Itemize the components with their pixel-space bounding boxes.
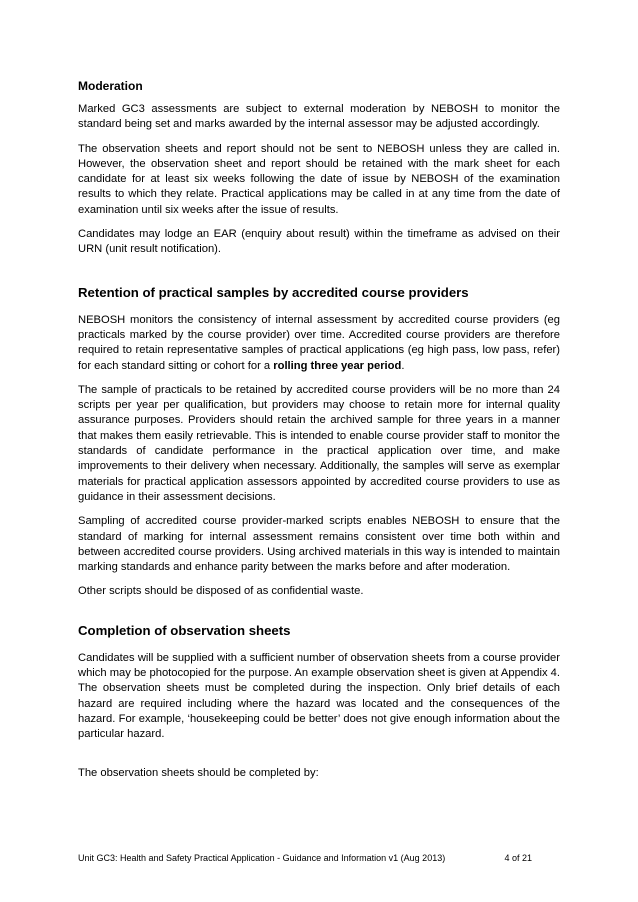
retention-paragraph-1 bbox=[78, 313, 560, 374]
page-content bbox=[78, 79, 560, 790]
footer-page-number: 4 of 21 bbox=[504, 853, 532, 863]
completion-paragraph-2: The observation sheets should be completed by: bbox=[78, 766, 319, 779]
retention-p1-text: NEBOSH monitors the consistency of internal assessment by accredited course providers (eg practicals marked by the course provider) over time. Accredited course providers are therefore required to retain representative samples of practical applications (eg high pass, low pass, refer) for each standard sitting or cohort for a bbox=[78, 313, 560, 372]
retention-p1-end: . bbox=[401, 359, 405, 372]
retention-paragraph-2: The sample of practicals to be retained by accredited course providers will be no more than 24 scripts per year per qualification, but providers may choose to retain more for internal quality assurance purposes. Providers should retain the archived sample for three years in a manner that makes them easily retrievable. This is intended to enable course provider staff to monitor the standards of candidate performance in the practical application over time, and make improvements to their delivery when necessary. Additionally, the samples will serve as exemplar materials for practical application assessors appointed by accredited course providers to use as guidance in their assessment decisions. bbox=[78, 383, 560, 503]
retention-heading: Retention of practical samples by accredited course providers bbox=[78, 284, 469, 300]
moderation-heading: Moderation bbox=[78, 79, 143, 93]
retention-paragraph-4: Other scripts should be disposed of as confidential waste. bbox=[78, 585, 364, 598]
completion-heading: Completion of observation sheets bbox=[78, 622, 291, 638]
moderation-paragraph-1: Marked GC3 assessments are subject to external moderation by NEBOSH to monitor the standard being set and marks awarded by the internal assessor may be adjusted accordingly. bbox=[78, 103, 560, 131]
moderation-paragraph-2: The observation sheets and report should not be sent to NEBOSH unless they are called in. However, the observation sheet and report should be retained with the mark sheet for each candidate for at least six weeks following the date of issue by NEBOSH of the examination results to which they relate. Practical applications may be called in at any time from the date of examination until six weeks after the issue of results. bbox=[78, 142, 560, 216]
page-footer bbox=[78, 853, 560, 863]
footer-document-title: Unit GC3: Health and Safety Practical Application - Guidance and Information v1 (Aug 2013) bbox=[78, 853, 446, 863]
retention-p1-bold: rolling three year period bbox=[273, 359, 402, 372]
completion-paragraph-1: Candidates will be supplied with a sufficient number of observation sheets from a course provider which may be photocopied for the purpose. An example observation sheet is given at Appendix 4. The observation sheets must be completed during the inspection. Only brief details of each hazard are required including where the hazard was located and the consequences of the hazard. For example, ‘housekeeping could be better’ does not give enough information about the particular hazard. bbox=[78, 651, 560, 741]
moderation-paragraph-3: Candidates may lodge an EAR (enquiry about result) within the timeframe as advised on their URN (unit result notification). bbox=[78, 228, 560, 256]
retention-paragraph-3: Sampling of accredited course provider-marked scripts enables NEBOSH to ensure that the standard of marking for internal assessment remains consistent over time both within and between accredited course providers. Using archived materials in this way is intended to maintain marking standards and enhance parity between the marks before and after moderation. bbox=[78, 515, 560, 574]
